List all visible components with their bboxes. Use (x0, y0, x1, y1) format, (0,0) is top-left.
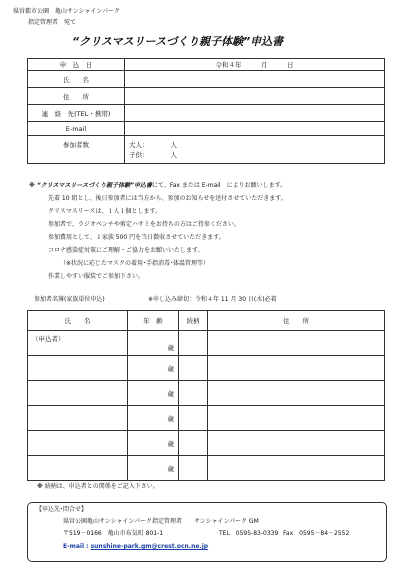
roster-deadline: ※申し込み締切：令和４年 11 月 30 日(水)必着 (148, 296, 277, 303)
row-address-cell[interactable] (208, 381, 385, 406)
email-field[interactable] (125, 122, 385, 136)
contact-email-label: E-mail : (63, 543, 89, 550)
row-name-cell[interactable] (28, 381, 128, 406)
row-age-cell[interactable] (128, 456, 179, 481)
age-unit: 歳 (167, 344, 174, 352)
row-name-cell[interactable] (28, 356, 128, 381)
table-row (28, 381, 385, 406)
application-form-table (27, 58, 385, 164)
adults-label: 大人： (129, 141, 149, 149)
row-name-cell[interactable] (28, 331, 128, 356)
children-label: 子供： (129, 151, 149, 160)
contact-field[interactable] (125, 105, 385, 122)
footnote-mark: ※ (37, 483, 43, 490)
age-unit: 歳 (167, 364, 174, 373)
participants-field[interactable] (125, 136, 385, 164)
age-unit: 歳 (167, 464, 174, 473)
col-age-header: 年 齢 (128, 311, 179, 331)
row-relation-cell[interactable] (179, 331, 208, 356)
table-row (28, 406, 385, 431)
col-name-header: 氏 名 (28, 311, 128, 331)
col-relation-header: 続柄 (179, 311, 208, 331)
address-label: 住 所 (28, 88, 125, 105)
contact-label: 連 絡 先(TEL・携帯) (28, 105, 125, 122)
col-address-header: 住 所 (208, 311, 385, 331)
name-label: 氏 名 (28, 71, 125, 88)
row-address-cell[interactable] (208, 431, 385, 456)
notes-line-1 (29, 183, 286, 189)
table-row (28, 456, 385, 481)
applicant-tag: （申込者） (32, 335, 65, 343)
row-address-cell[interactable] (208, 456, 385, 481)
note-submission: にて、Fax または E-mail によりお願いします。 (151, 182, 287, 189)
participant-roster-table (27, 310, 385, 481)
email-label: E-mail (28, 122, 125, 136)
age-unit: 歳 (167, 389, 174, 398)
row-age-cell[interactable] (128, 356, 179, 381)
name-field[interactable] (125, 71, 385, 88)
recipient-line-1: 県営都市公園 亀山サンシャインパーク (13, 8, 121, 15)
notes-line-6: コロナ感染症対策にご理解・ご協力をお願いいたします。 (48, 247, 204, 254)
page-title: “クリスマスリースづくり親子体験”申込書 (72, 35, 284, 48)
table-row (28, 356, 385, 381)
footnote-text: 続柄は、申込者との関係をご記入下さい。 (44, 483, 159, 490)
notes-line-8: 作業しやすい服装でご参加下さい。 (48, 273, 145, 280)
contact-org: 県営公園亀山サンシャインパーク指定管理者 サンシャインパーク GM (63, 518, 259, 525)
roster-footnote (37, 484, 159, 490)
row-age-cell[interactable] (128, 406, 179, 431)
recipient-line-2: 指定管理者 宛て (28, 19, 77, 26)
notes-line-4: 参加者で、ラジオペンチや剪定ハサミをお持ちの方はご持参ください。 (48, 221, 240, 228)
notes-line-3: クリスマスリースは、１人１個とします。 (48, 208, 161, 215)
children-unit: 人 (170, 151, 177, 160)
participants-label: 参加者数 (28, 136, 125, 164)
address-field[interactable] (125, 88, 385, 105)
note-event-name: “クリスマスリースづくり親子体験”申込書 (36, 182, 152, 189)
row-age-cell[interactable] (128, 381, 179, 406)
age-unit: 歳 (167, 439, 174, 448)
row-address-cell[interactable] (208, 406, 385, 431)
adults-unit: 人 (170, 141, 177, 149)
contact-email-link[interactable]: sunshine-park.gm@crest.ocn.ne.jp (90, 543, 209, 550)
contact-address: 〒519－0166 亀山市布気町 801-1 (63, 530, 164, 537)
row-address-cell[interactable] (208, 331, 385, 356)
row-age-cell[interactable] (128, 431, 179, 456)
contact-heading: 【申込先･問合せ】 (36, 506, 88, 513)
table-row (28, 331, 385, 356)
row-relation-cell[interactable] (179, 356, 208, 381)
contact-email-line (63, 544, 208, 550)
row-name-cell[interactable] (28, 431, 128, 456)
notes-line-2: 先着 10 組とし、後日参加者には当方から、参加のお知らせを送付させていただきます。 (48, 195, 287, 202)
row-age-cell[interactable] (128, 331, 179, 356)
row-relation-cell[interactable] (179, 381, 208, 406)
roster-caption: 参加者名簿(家族単位申込) (34, 296, 105, 303)
age-unit: 歳 (167, 414, 174, 423)
notes-line-7: （※状況に応じたマスクの着用･手指消毒･体温管理等） (60, 260, 210, 267)
note-mark: ※ (29, 182, 35, 189)
notes-line-5: 参加費用として、１家族 500 円を当日徴収させていただきます。 (48, 234, 225, 241)
table-row (28, 431, 385, 456)
date-field[interactable]: 令和４年 月 日 (125, 59, 385, 71)
row-relation-cell[interactable] (179, 406, 208, 431)
row-address-cell[interactable] (208, 356, 385, 381)
contact-tel: TEL 0595-83-0339 (219, 530, 279, 537)
row-relation-cell[interactable] (179, 431, 208, 456)
row-name-cell[interactable] (28, 406, 128, 431)
row-relation-cell[interactable] (179, 456, 208, 481)
date-label: 申 込 日 (28, 59, 125, 71)
contact-fax: Fax 0595－84－2552 (283, 530, 350, 537)
row-name-cell[interactable] (28, 456, 128, 481)
